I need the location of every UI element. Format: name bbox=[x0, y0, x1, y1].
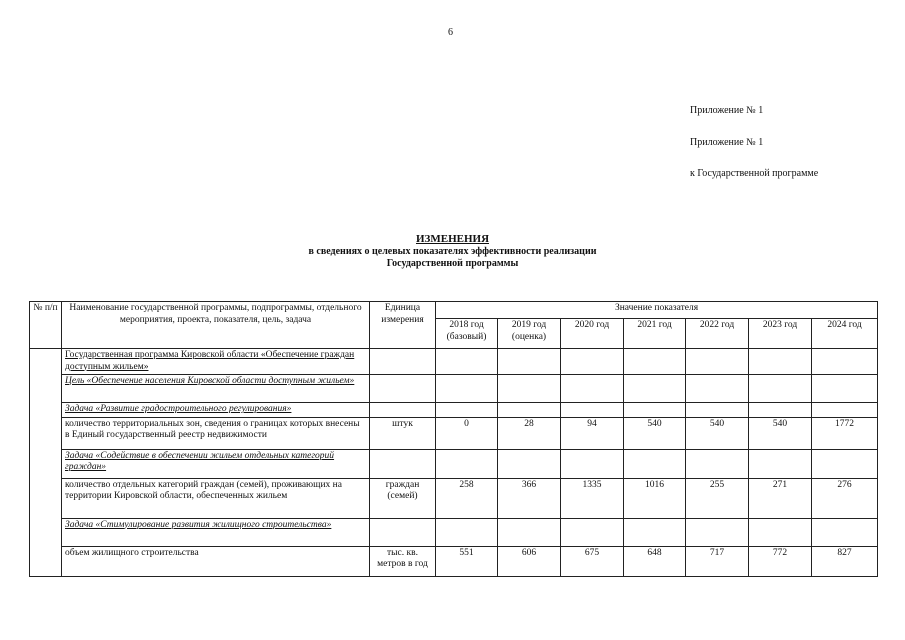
header-year: 2020 год bbox=[561, 319, 624, 349]
annex-line-2: Приложение № 1 bbox=[690, 137, 764, 148]
table-row bbox=[30, 349, 878, 375]
table-row bbox=[30, 403, 878, 418]
row-value bbox=[749, 449, 812, 478]
row-name: количество территориальных зон, сведения о границах которых внесены в Единый государственный реестр недвижимости bbox=[62, 417, 370, 449]
table-row bbox=[30, 375, 878, 403]
row-name: Задача «Содействие в обеспечении жильем отдельных категорий граждан» bbox=[62, 449, 370, 478]
row-name: Задача «Стимулирование развития жилищного строительства» bbox=[62, 518, 370, 546]
row-value bbox=[436, 403, 498, 418]
row-value: 1772 bbox=[812, 417, 878, 449]
row-value: 1335 bbox=[561, 478, 624, 518]
row-unit: граждан (семей) bbox=[370, 478, 436, 518]
row-name: Цель «Обеспечение населения Кировской области доступным жильем» bbox=[62, 375, 370, 403]
row-value: 271 bbox=[749, 478, 812, 518]
row-value bbox=[686, 518, 749, 546]
row-value bbox=[812, 403, 878, 418]
indicators-table bbox=[29, 301, 878, 577]
row-name: количество отдельных категорий граждан (семей), проживающих на территории Кировской области, обеспеченных жильем bbox=[62, 478, 370, 518]
row-value bbox=[624, 375, 686, 403]
row-value bbox=[436, 375, 498, 403]
row-value bbox=[498, 375, 561, 403]
row-value bbox=[624, 403, 686, 418]
row-value: 0 bbox=[436, 417, 498, 449]
row-value bbox=[561, 449, 624, 478]
row-value: 540 bbox=[624, 417, 686, 449]
table-row bbox=[30, 518, 878, 546]
title-line-3: Государственной программы bbox=[386, 258, 519, 269]
row-value bbox=[812, 375, 878, 403]
row-value bbox=[686, 403, 749, 418]
row-value bbox=[812, 518, 878, 546]
header-year: 2023 год bbox=[749, 319, 812, 349]
row-value: 648 bbox=[624, 546, 686, 576]
row-value: 717 bbox=[686, 546, 749, 576]
table-row bbox=[30, 478, 878, 518]
row-unit bbox=[370, 375, 436, 403]
row-value bbox=[561, 518, 624, 546]
row-value: 94 bbox=[561, 417, 624, 449]
row-value bbox=[624, 449, 686, 478]
row-value: 1016 bbox=[624, 478, 686, 518]
row-name: объем жилищного строительства bbox=[62, 546, 370, 576]
header-num: № п/п bbox=[30, 302, 62, 349]
row-value bbox=[749, 518, 812, 546]
row-value bbox=[498, 518, 561, 546]
header-name: Наименование государственной программы, подпрограммы, отдельного мероприятия, проекта, показателя, цель, задача bbox=[62, 302, 370, 349]
row-value: 258 bbox=[436, 478, 498, 518]
row-unit bbox=[370, 403, 436, 418]
row-value bbox=[561, 375, 624, 403]
row-value bbox=[749, 375, 812, 403]
row-value bbox=[686, 375, 749, 403]
row-value: 827 bbox=[812, 546, 878, 576]
header-year: 2024 год bbox=[812, 319, 878, 349]
header-year: 2018 год (базовый) bbox=[436, 319, 498, 349]
num-cell bbox=[30, 349, 62, 577]
title-main: ИЗМЕНЕНИЯ bbox=[415, 233, 490, 245]
row-value bbox=[436, 349, 498, 375]
row-value bbox=[498, 403, 561, 418]
header-value-group: Значение показателя bbox=[436, 302, 878, 319]
title-line-2: в сведениях о целевых показателях эффективности реализации bbox=[308, 245, 597, 257]
header-unit: Единица измерения bbox=[370, 302, 436, 349]
table-row bbox=[30, 546, 878, 576]
header-year: 2022 год bbox=[686, 319, 749, 349]
header-year: 2021 год bbox=[624, 319, 686, 349]
header-year: 2019 год (оценка) bbox=[498, 319, 561, 349]
row-value: 551 bbox=[436, 546, 498, 576]
row-value: 276 bbox=[812, 478, 878, 518]
page-number: 6 bbox=[448, 27, 453, 38]
row-name: Задача «Развитие градостроительного регулирования» bbox=[62, 403, 370, 418]
row-value bbox=[812, 349, 878, 375]
row-value bbox=[561, 349, 624, 375]
row-value bbox=[561, 403, 624, 418]
row-value bbox=[749, 349, 812, 375]
row-value bbox=[624, 349, 686, 375]
row-unit bbox=[370, 518, 436, 546]
row-value bbox=[749, 403, 812, 418]
table-body bbox=[30, 349, 878, 577]
row-value: 540 bbox=[686, 417, 749, 449]
row-value bbox=[686, 349, 749, 375]
row-unit bbox=[370, 449, 436, 478]
row-value: 772 bbox=[749, 546, 812, 576]
row-value: 675 bbox=[561, 546, 624, 576]
row-value: 540 bbox=[749, 417, 812, 449]
row-value: 606 bbox=[498, 546, 561, 576]
row-value bbox=[498, 449, 561, 478]
document-title bbox=[0, 233, 905, 271]
annex-line-3: к Государственной программе bbox=[690, 168, 819, 179]
row-name: Государственная программа Кировской области «Обеспечение граждан доступным жильем» bbox=[62, 349, 370, 375]
row-value bbox=[686, 449, 749, 478]
row-value bbox=[624, 518, 686, 546]
row-value bbox=[812, 449, 878, 478]
row-value bbox=[498, 349, 561, 375]
row-value bbox=[436, 449, 498, 478]
table-row bbox=[30, 449, 878, 478]
row-value: 255 bbox=[686, 478, 749, 518]
table-row bbox=[30, 417, 878, 449]
row-unit: тыс. кв. метров в год bbox=[370, 546, 436, 576]
row-value bbox=[436, 518, 498, 546]
row-value: 366 bbox=[498, 478, 561, 518]
row-value: 28 bbox=[498, 417, 561, 449]
row-unit: штук bbox=[370, 417, 436, 449]
annex-line-1: Приложение № 1 bbox=[690, 105, 764, 116]
row-unit bbox=[370, 349, 436, 375]
